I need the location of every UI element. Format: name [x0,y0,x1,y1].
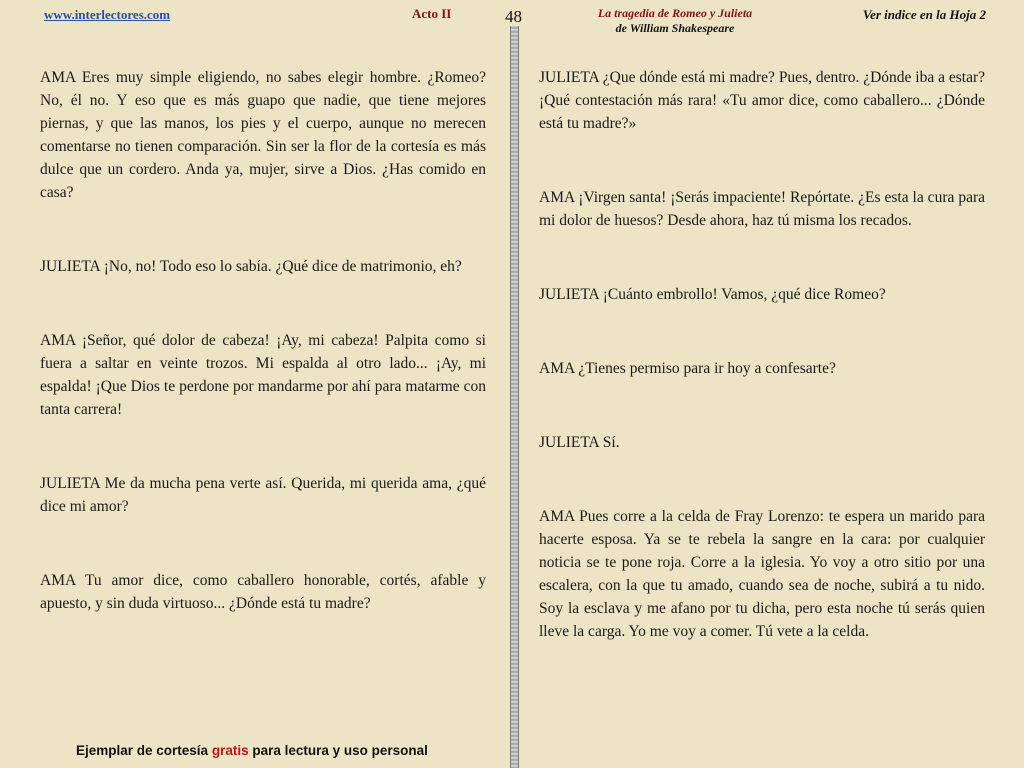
dialogue-paragraph: AMA ¡Virgen santa! ¡Serás impaciente! Repórtate. ¿Es esta la cura para mi dolor de huesos? Desde ahora, haz tú misma los recados. [539,189,985,229]
dialogue-paragraph: JULIETA ¡Cuánto embrollo! Vamos, ¿qué dice Romeo? [539,286,886,303]
courtesy-copy-note [76,743,428,758]
courtesy-note-text-end: para lectura y uso personal [248,743,428,758]
site-link[interactable]: www.interlectores.com [44,7,171,22]
dialogue-paragraph: AMA Eres muy simple eligiendo, no sabes elegir hombre. ¿Romeo? No, él no. Y eso que es más guapo que nadie, que tiene mejores piernas, y que las manos, los pies y el cuerpo, aunque no merecen comentarse no tienen comparación. Sin ser la flor de la cortesía es más dulce que un cordero. Anda ya, mujer, sirve a Dios. ¿Has comido en casa? [40,69,486,201]
dialogue-paragraph: AMA ¡Señor, qué dolor de cabeza! ¡Ay, mi cabeza! Palpita como si fuera a saltar en veinte trozos. Mi espalda al otro lado... ¡Ay, mi espalda! ¡Que Dios te perdone por mandarme por ahí para matarme con tanta carrera! [40,332,486,418]
courtesy-note-text: Ejemplar de cortesía [76,743,212,758]
book-author-line: de William Shakespeare [615,21,735,35]
book-title [560,6,790,36]
dialogue-paragraph: AMA ¿Tienes permiso para ir hoy a confesarte? [539,360,836,377]
right-page-column [539,66,985,694]
left-page-column [40,66,486,666]
courtesy-note-free: gratis [211,743,249,758]
dialogue-paragraph: JULIETA ¿Que dónde está mi madre? Pues, dentro. ¿Dónde iba a estar? ¡Qué contestación más rara! «Tu amor dice, como caballero... ¿Dónde está tu madre?» [539,69,985,132]
dialogue-paragraph: AMA Tu amor dice, como caballero honorable, cortés, afable y apuesto, y sin duda virtuoso... ¿Dónde está tu madre? [40,572,486,612]
dialogue-paragraph: AMA Pues corre a la celda de Fray Lorenzo: te espera un marido para hacerte esposa. Ya se te rebela la sangre en la cara: por cualquier noticia se te pone roja. Corre a la iglesia. Yo voy a otro sitio por una escalera, con la que tu amado, cuando sea de noche, subirá a tu nido. Soy la esclava y me afano por tu dicha, pero esta noche tú serás quien lleve la carga. Yo me voy a comer. Tú vete a la celda. [539,508,985,640]
book-spine [510,26,519,768]
index-note: Ver indice en la Hoja 2 [862,7,986,22]
dialogue-paragraph: JULIETA ¡No, no! Todo eso lo sabía. ¿Qué dice de matrimonio, eh? [40,258,462,275]
page-number: 48 [505,7,522,26]
dialogue-paragraph: JULIETA Me da mucha pena verte así. Querida, mi querida ama, ¿qué dice mi amor? [40,475,486,515]
act-label: Acto II [412,6,452,21]
dialogue-paragraph: JULIETA Sí. [539,434,620,451]
book-title-line1: La tragedia de Romeo y Julieta [597,6,753,20]
